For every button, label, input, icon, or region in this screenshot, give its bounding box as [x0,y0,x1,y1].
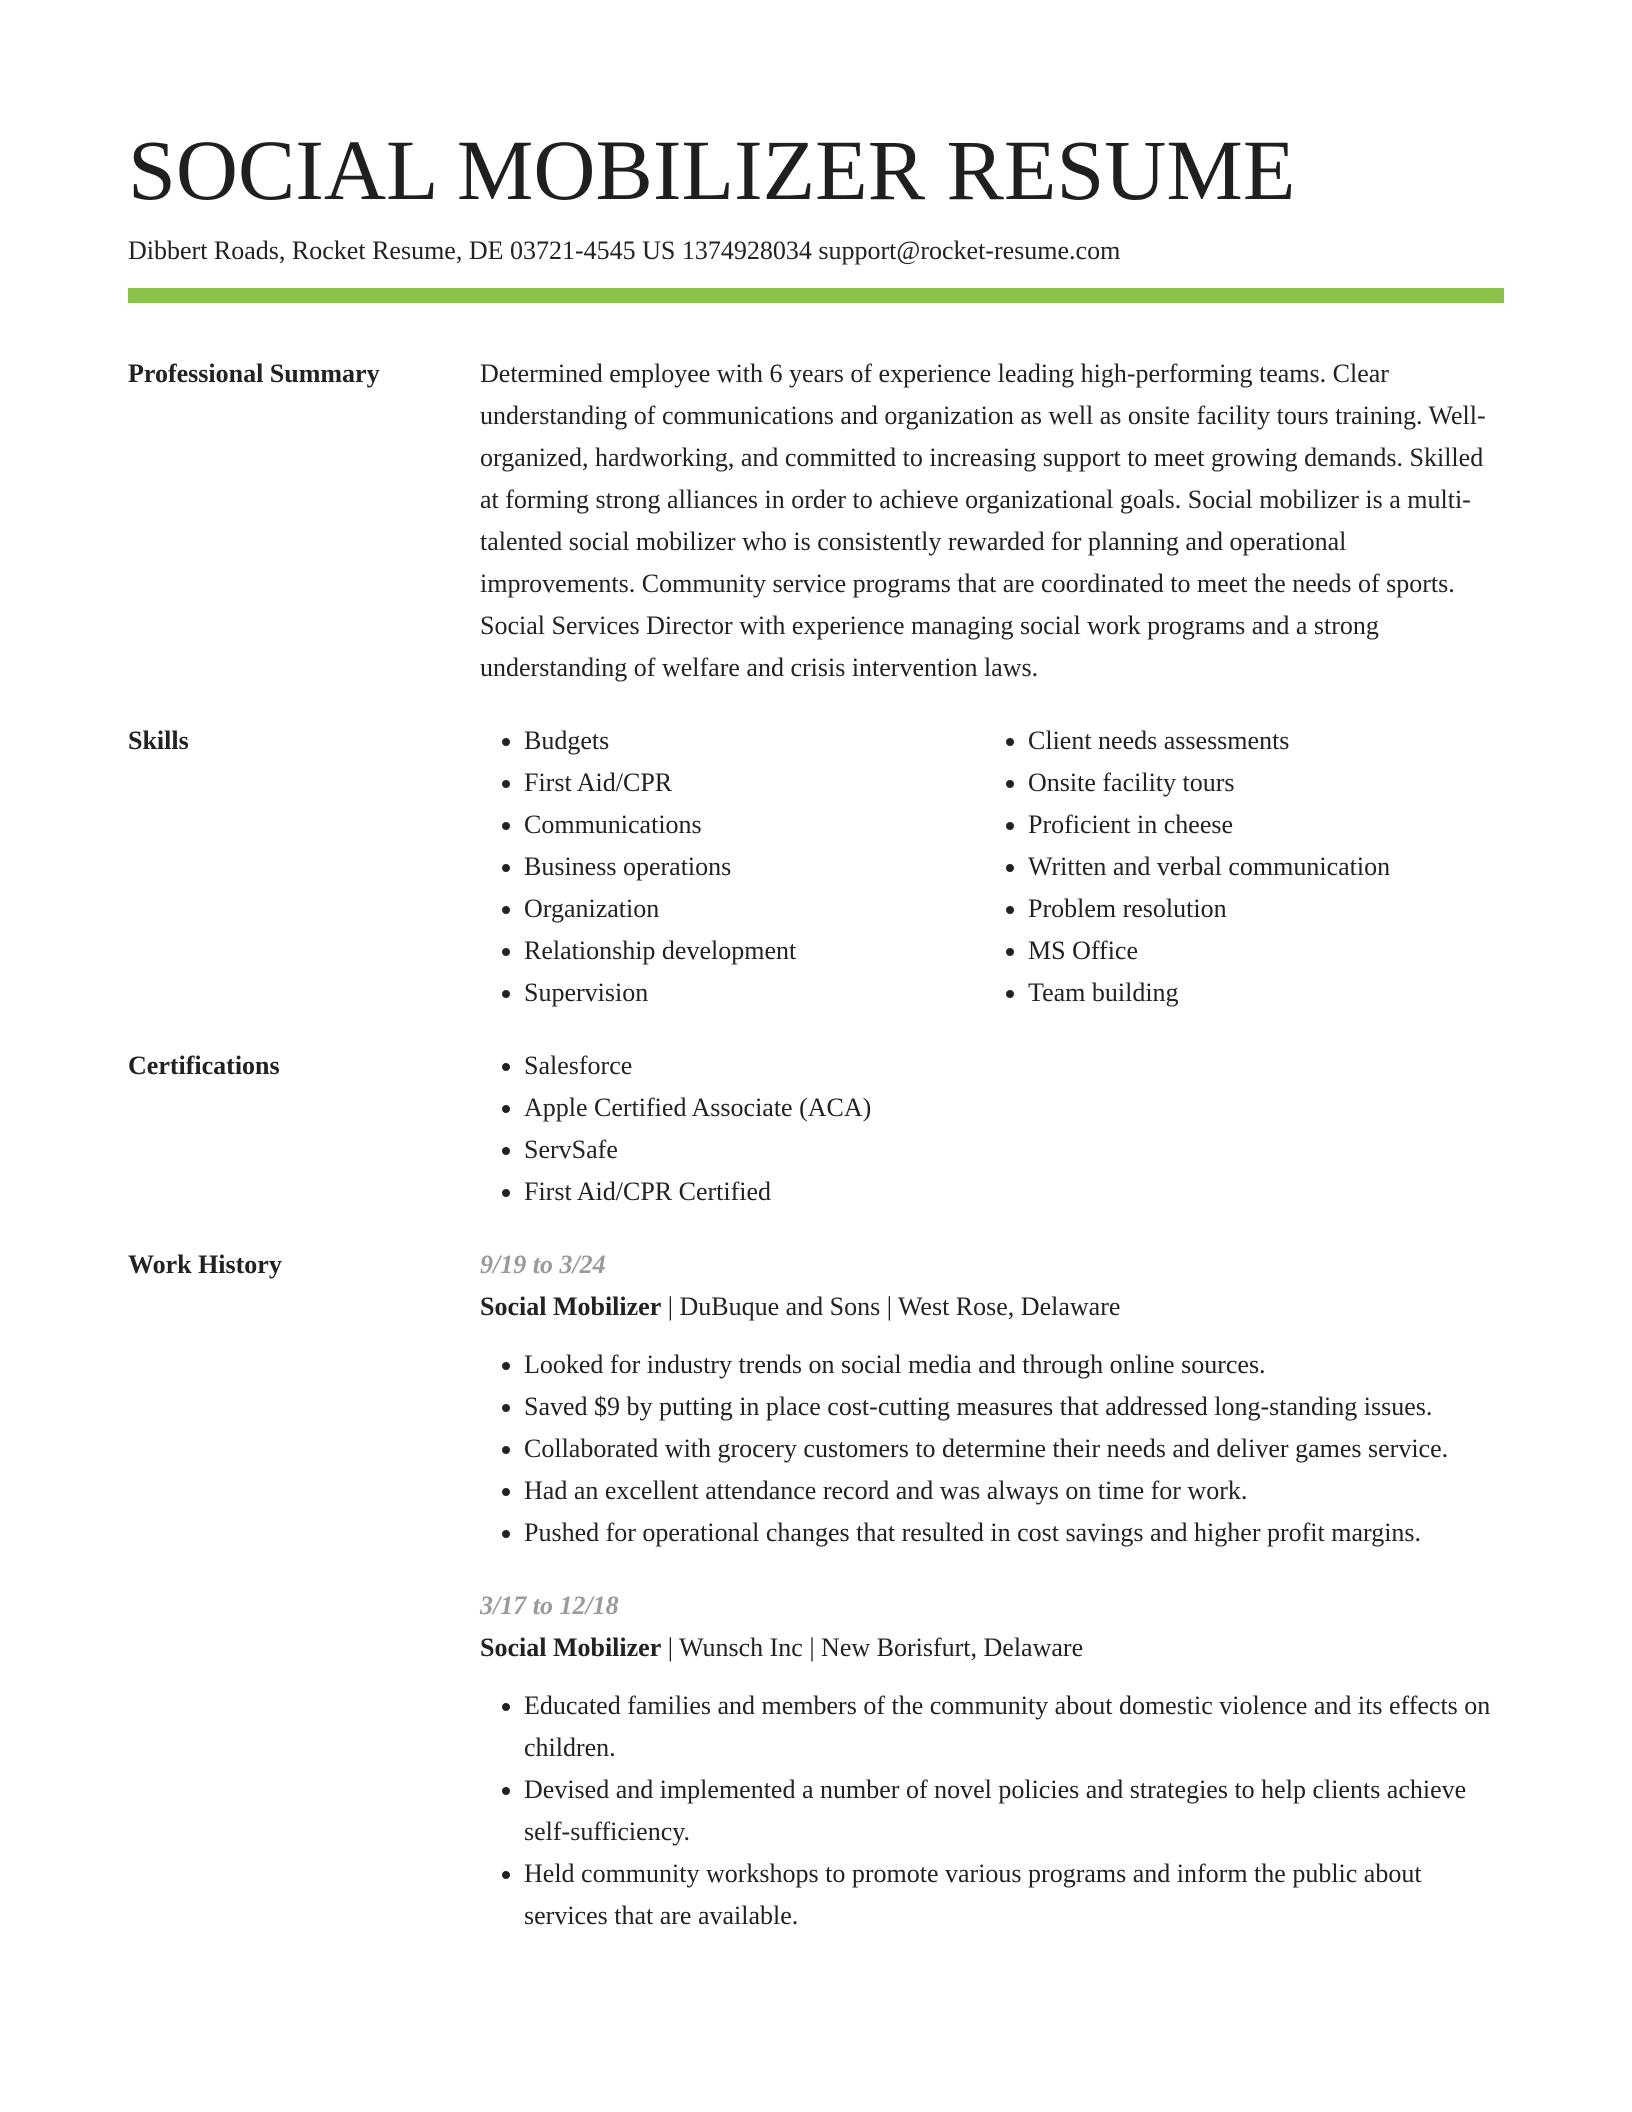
job-bullets [480,1685,1504,1937]
skills-column-left [480,720,984,1014]
certifications-label: Certifications [128,1051,280,1080]
job-bullet: • Held community workshops to promote various programs and inform the public about services that are available. [524,1853,1504,1937]
certifications-list [480,1045,1504,1213]
skills-column-right [984,720,1488,1014]
skills-section [128,720,1504,1014]
skill-item: • Relationship development [524,930,984,972]
skill-item: • MS Office [1028,930,1488,972]
summary-text: Determined employee with 6 years of experience leading high-performing teams. Clear understanding of communications and organization as well as onsite facility tours training. Well-organized, hardworking, and committed to increasing support to meet growing demands. Skilled at forming strong alliances in order to achieve organizational goals. Social mobilizer is a multi-talented social mobilizer who is consistently rewarded for planning and operational improvements. Community service programs that are coordinated to meet the needs of sports. Social Services Director with experience managing social work programs and a strong understanding of welfare and crisis intervention laws. [480,359,1486,682]
job-header [480,1627,1504,1669]
summary-section [128,353,1504,689]
skill-item: • Proficient in cheese [1028,804,1488,846]
job-title: Social Mobilizer [480,1633,662,1662]
certifications-section [128,1045,1504,1213]
skill-item: • Client needs assessments [1028,720,1488,762]
job-details: | Wunsch Inc | New Borisfurt, Delaware [661,1633,1084,1662]
job-bullets [480,1344,1504,1554]
skill-item: • Team building [1028,972,1488,1014]
job-bullet: • Educated families and members of the community about domestic violence and its effects on children. [524,1685,1504,1769]
job-dates: 3/17 to 12/18 [480,1591,619,1620]
job-bullet: • Looked for industry trends on social media and through online sources. [524,1344,1504,1386]
header-divider [128,288,1504,303]
skill-item: • First Aid/CPR [524,762,984,804]
job-bullet: • Saved $9 by putting in place cost-cutting measures that addressed long-standing issues. [524,1386,1504,1428]
work-history-label: Work History [128,1250,282,1279]
job-bullet: • Pushed for operational changes that resulted in cost savings and higher profit margins. [524,1512,1504,1554]
certification-item: • Apple Certified Associate (ACA) [524,1087,1504,1129]
certification-item: • First Aid/CPR Certified [524,1171,1504,1213]
skills-list [480,720,1504,1014]
certification-item: • Salesforce [524,1045,1504,1087]
skill-item: • Supervision [524,972,984,1014]
resume-page [128,118,1504,1937]
contact-line: Dibbert Roads, Rocket Resume, DE 03721-4545 US 1374928034 support@rocket-resume.com [128,236,1121,265]
job-bullet: • Collaborated with grocery customers to determine their needs and deliver games service. [524,1428,1504,1470]
summary-label: Professional Summary [128,359,380,388]
job-entry [480,1585,1504,1937]
job-details: | DuBuque and Sons | West Rose, Delaware [661,1292,1121,1321]
skill-item: • Problem resolution [1028,888,1488,930]
job-bullet: • Devised and implemented a number of novel policies and strategies to help clients achieve self-sufficiency. [524,1769,1504,1853]
skill-item: • Written and verbal communication [1028,846,1488,888]
work-history-section [128,1244,1504,1937]
skill-item: • Budgets [524,720,984,762]
skill-item: • Onsite facility tours [1028,762,1488,804]
skill-item: • Organization [524,888,984,930]
skills-label: Skills [128,726,189,755]
job-header [480,1286,1504,1328]
job-title: Social Mobilizer [480,1292,662,1321]
job-entry [480,1244,1504,1554]
job-dates: 9/19 to 3/24 [480,1250,606,1279]
job-bullet: • Had an excellent attendance record and was always on time for work. [524,1470,1504,1512]
certification-item: • ServSafe [524,1129,1504,1171]
skill-item: • Communications [524,804,984,846]
skill-item: • Business operations [524,846,984,888]
resume-title: SOCIAL MOBILIZER RESUME [128,122,1296,218]
work-history-body [480,1244,1504,1937]
